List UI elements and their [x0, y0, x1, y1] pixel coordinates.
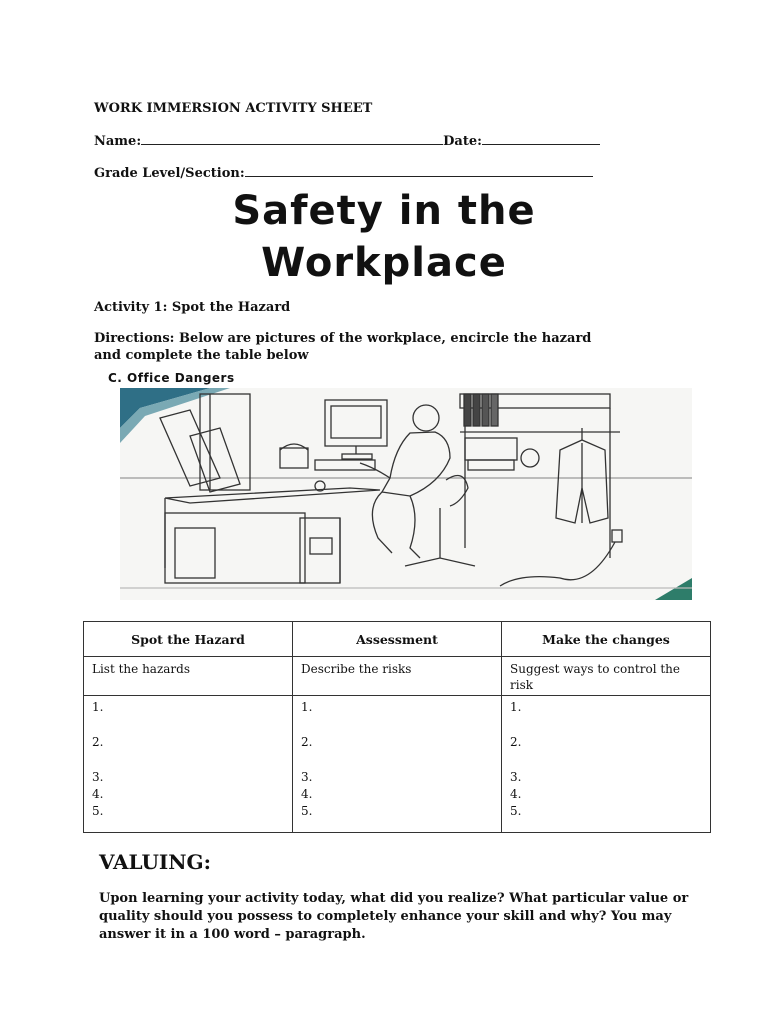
row-number: 4.	[92, 787, 104, 801]
subheader-suggest-controls: Suggest ways to control the risk	[502, 657, 711, 696]
date-field[interactable]	[482, 133, 600, 145]
date-label: Date:	[443, 134, 482, 149]
row-number: 3.	[301, 770, 313, 784]
name-label: Name:	[94, 134, 142, 149]
subheader-list-hazards: List the hazards	[84, 657, 293, 696]
directions-line2: and complete the table below	[94, 348, 309, 363]
directions-line1: Directions: Below are pictures of the workplace, encircle the hazard	[94, 331, 592, 346]
hazard-table	[83, 621, 711, 833]
activity-heading: Activity 1: Spot the Hazard	[94, 300, 291, 315]
subheader-describe-risks: Describe the risks	[293, 657, 502, 696]
column-header-make-changes: Make the changes	[502, 622, 711, 657]
row-number: 1.	[510, 700, 522, 714]
name-date-row	[94, 133, 600, 149]
main-title-line2: Workplace	[261, 240, 507, 286]
valuing-heading: VALUING:	[99, 850, 211, 874]
row-number: 5.	[301, 804, 313, 818]
row-number: 1.	[92, 700, 104, 714]
changes-answer-cell[interactable]	[502, 696, 711, 833]
office-dangers-illustration[interactable]	[120, 388, 692, 600]
valuing-prompt: Upon learning your activity today, what did you realize? What particular value or quality should you possess to completely enhance your skill and why? You may answer it in a 100 word – paragraph.	[99, 891, 689, 942]
row-number: 1.	[301, 700, 313, 714]
row-number: 4.	[301, 787, 313, 801]
row-number: 3.	[510, 770, 522, 784]
row-number: 5.	[510, 804, 522, 818]
picture-caption: C. Office Dangers	[108, 371, 235, 385]
row-number: 2.	[510, 735, 522, 749]
hazards-answer-cell[interactable]	[84, 696, 293, 833]
row-number: 3.	[92, 770, 104, 784]
grade-label: Grade Level/Section:	[94, 166, 245, 181]
main-title-line1: Safety in the	[232, 188, 536, 234]
sheet-title: WORK IMMERSION ACTIVITY SHEET	[94, 101, 373, 116]
column-header-assessment: Assessment	[293, 622, 502, 657]
column-header-spot-hazard: Spot the Hazard	[84, 622, 293, 657]
grade-field[interactable]	[245, 165, 593, 177]
row-number: 4.	[510, 787, 522, 801]
grade-row	[94, 165, 593, 181]
name-field[interactable]	[141, 133, 443, 145]
row-number: 2.	[301, 735, 313, 749]
row-number: 2.	[92, 735, 104, 749]
row-number: 5.	[92, 804, 104, 818]
risks-answer-cell[interactable]	[293, 696, 502, 833]
